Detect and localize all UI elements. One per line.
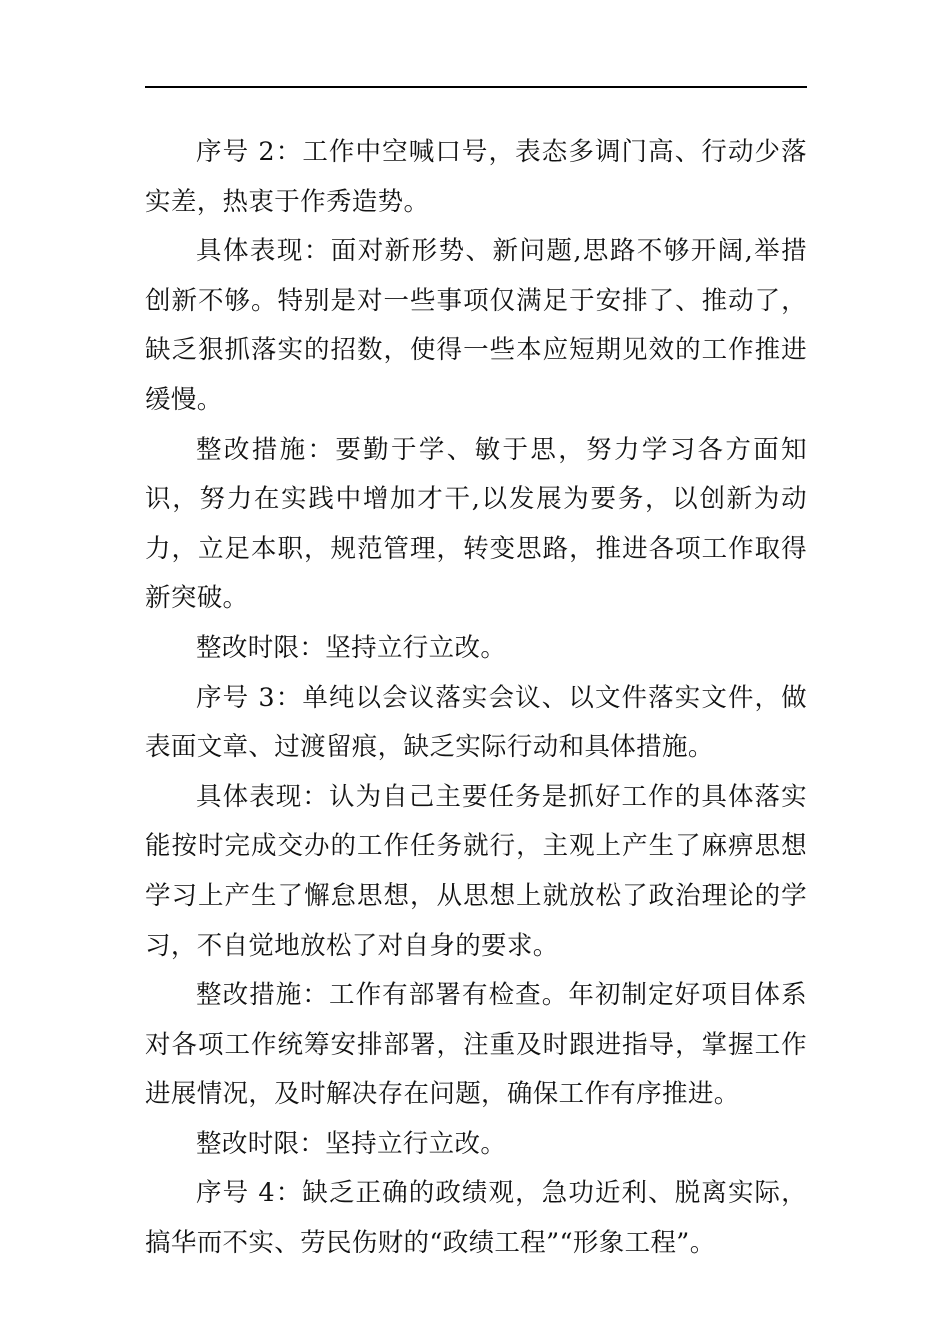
paragraph-item-2-measures: 整改措施：要勤于学、敏于思，努力学习各方面知识，努力在实践中增加才干,以发展为要务，以创新为动力，立足本职，规范管理，转变思路，推进各项工作取得新突破。 [145,434,807,614]
document-body [145,128,807,1269]
paragraph-item-3-heading: 序号 3：单纯以会议落实会议、以文件落实文件，做表面文章、过渡留痕，缺乏实际行动和具体措施。 [145,682,807,763]
header-rule [145,86,807,88]
paragraph-item-2-manifestation: 具体表现：面对新形势、新问题,思路不够开阔,举措创新不够。特别是对一些事项仅满足于安排了、推动了，缺乏狠抓落实的招数，使得一些本应短期见效的工作推进缓慢。 [145,236,807,415]
paragraph-item-2-deadline: 整改时限：坚持立行立改。 [196,632,507,663]
paragraph-item-3-deadline: 整改时限：坚持立行立改。 [196,1128,507,1159]
paragraph-item-4-heading: 序号 4：缺乏正确的政绩观，急功近利、脱离实际，搞华而不实、劳民伤财的“政绩工程”“形象工程”。 [145,1178,807,1259]
paragraph-item-3-manifestation: 具体表现：认为自己主要任务是抓好工作的具体落实能按时完成交办的工作任务就行，主观上产生了麻痹思想学习上产生了懈怠思想，从思想上就放松了政治理论的学习，不自觉地放松了对自身的要求。 [145,781,807,961]
paragraph-item-3-measures: 整改措施：工作有部署有检查。年初制定好项目体系对各项工作统筹安排部署，注重及时跟进指导，掌握工作进展情况，及时解决存在问题，确保工作有序推进。 [145,980,807,1110]
paragraph-item-2-heading: 序号 2：工作中空喊口号，表态多调门高、行动少落实差，热衷于作秀造势。 [145,137,807,217]
